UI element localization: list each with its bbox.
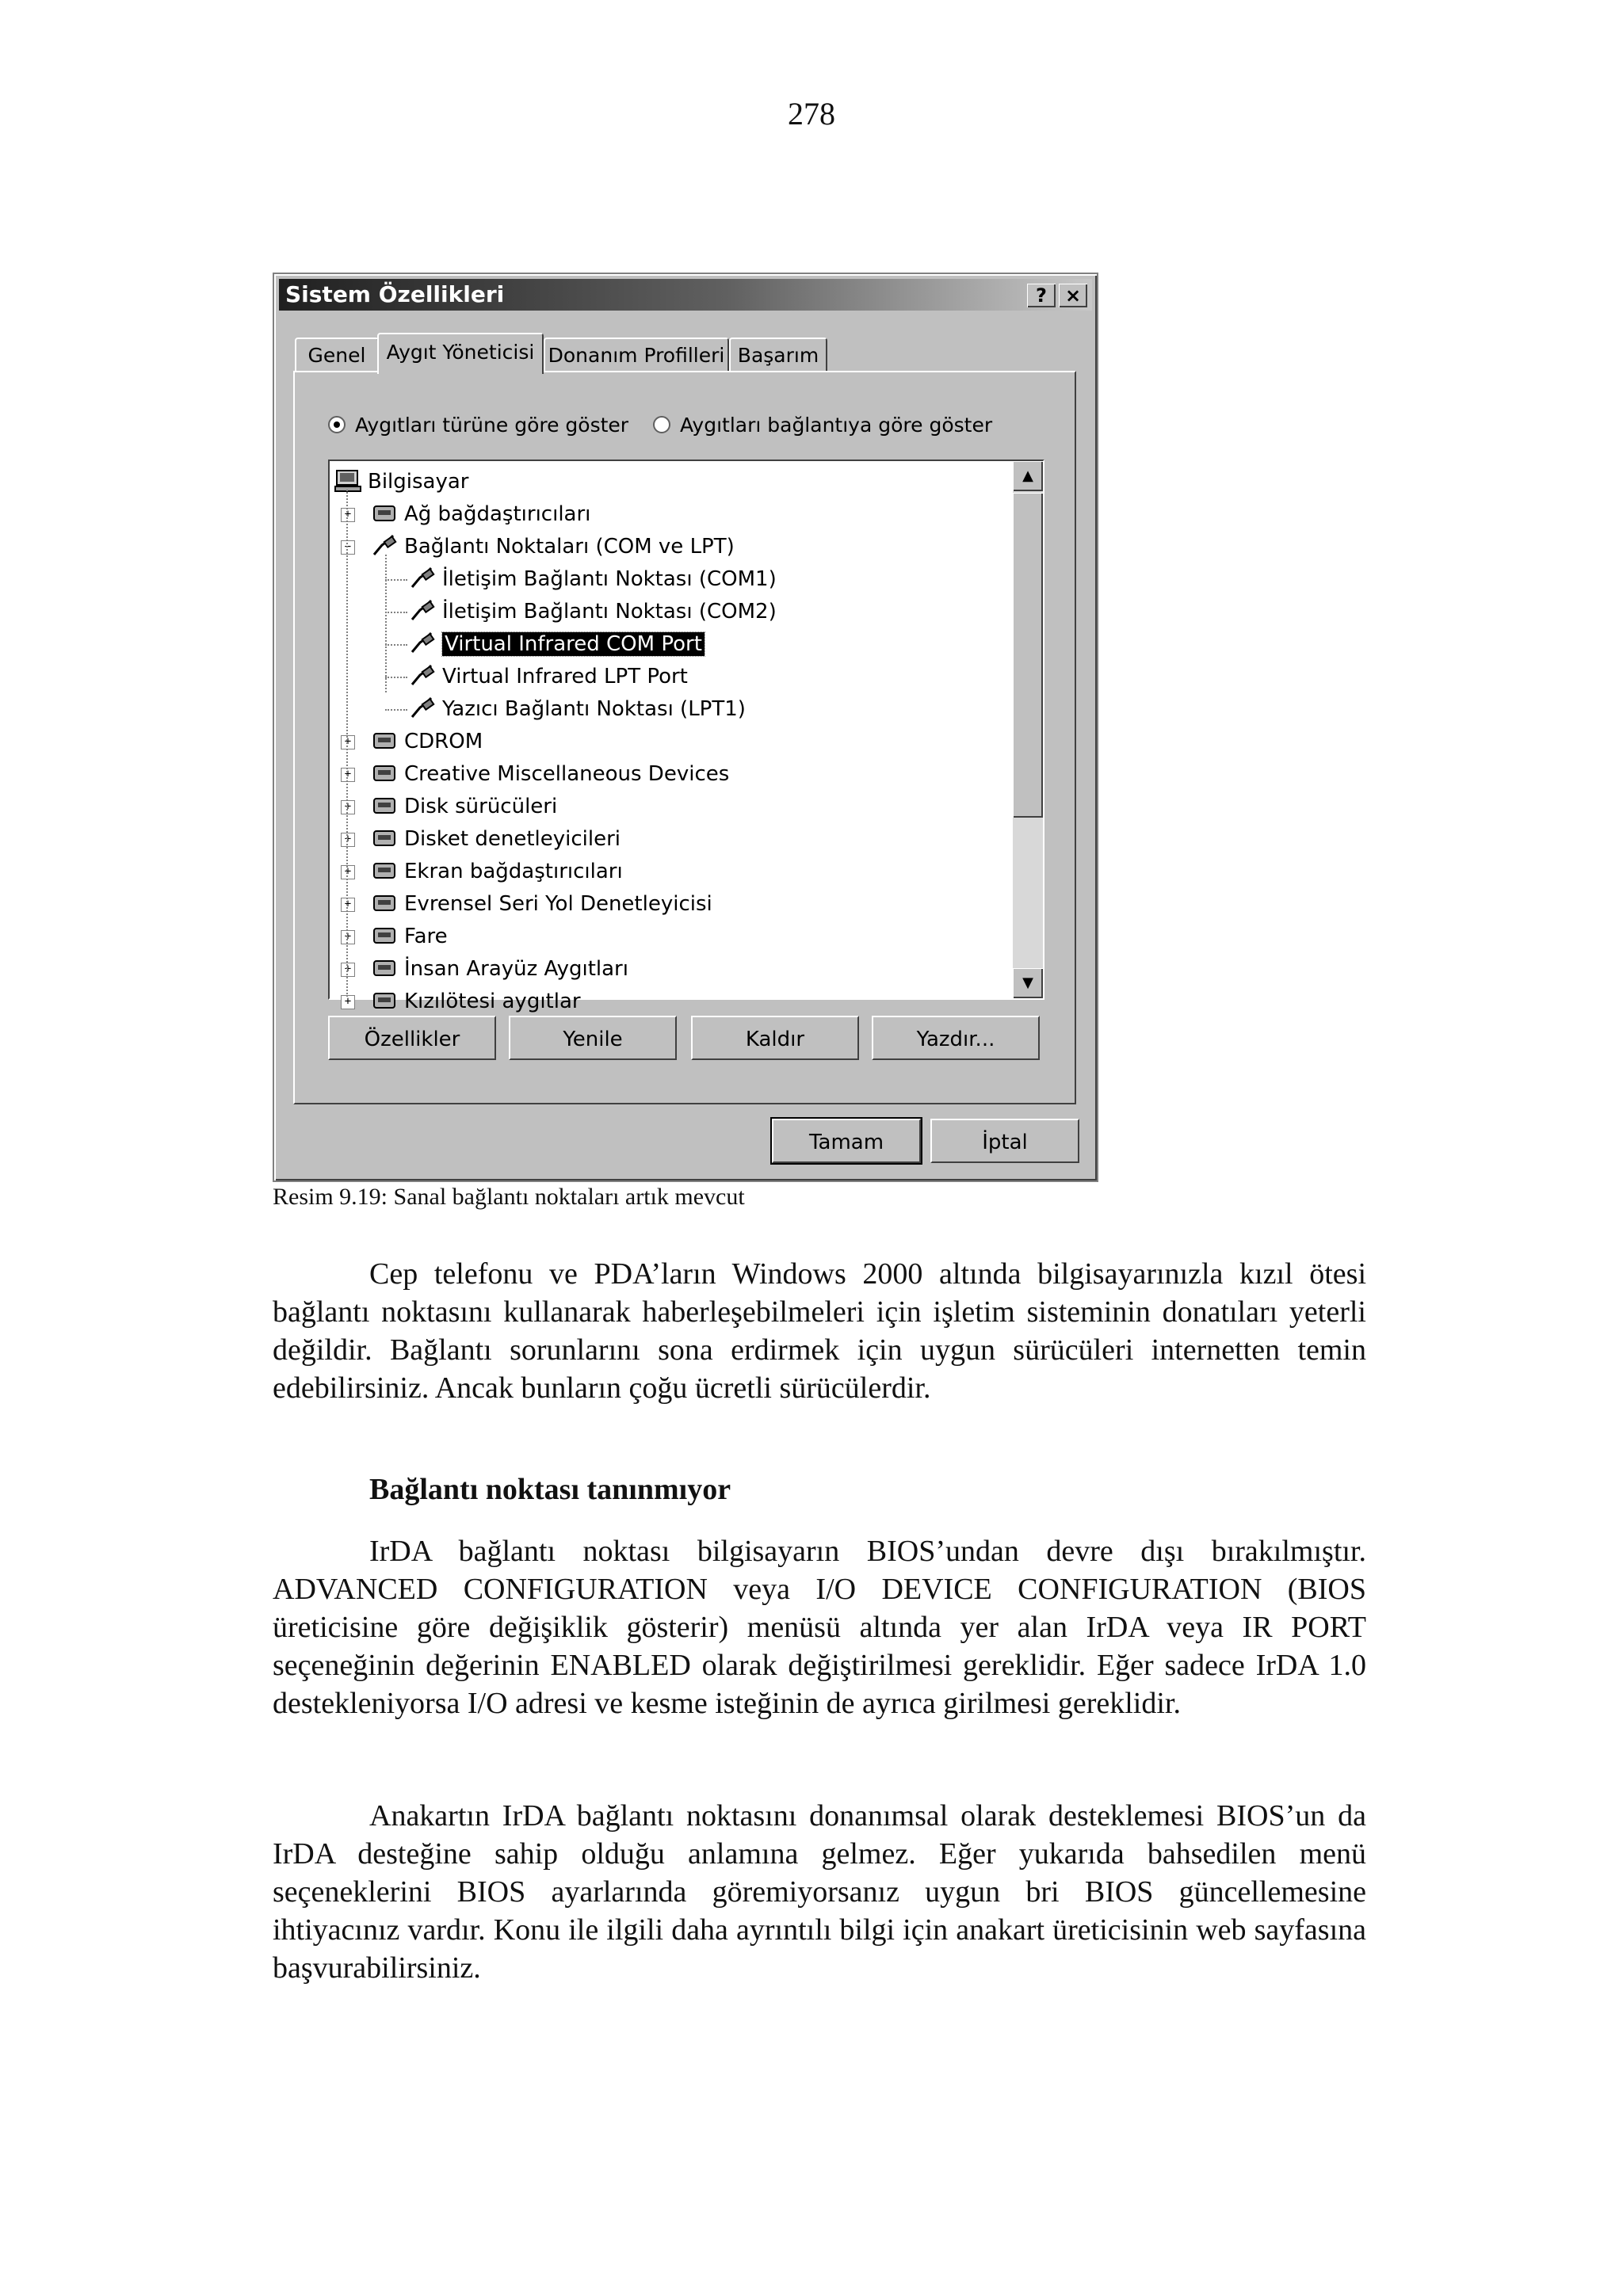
tree-category-item[interactable] (371, 498, 590, 530)
tree-item-label: Creative Miscellaneous Devices (404, 762, 730, 786)
tree-item-label: CDROM (404, 730, 483, 753)
tree-connector (385, 612, 407, 613)
tab-device-manager[interactable]: Aygıt Yöneticisi (377, 333, 544, 374)
tree-item-label: Disk sürücüleri (404, 795, 558, 818)
radio-by-connection[interactable]: Aygıtları bağlantıya göre göster (653, 414, 992, 437)
tree-item-label: Virtual Infrared COM Port (442, 632, 705, 656)
tree-connector (385, 644, 407, 646)
expand-icon[interactable]: + (341, 963, 355, 977)
dialog-titlebar (279, 279, 1092, 311)
paragraph-3: Anakartın IrDA bağlantı noktasını donanımsal olarak desteklemesi BIOS’un da IrDA desteğine sahip olduğu anlamına gelmez. Eğer yukarıda bahsedilen menü seçeneklerini BIOS ayarlarında göremiyorsanız uygun bri BIOS güncellemesine ihtiyacınız vardır. Konu ile ilgili daha ayrıntılı bilgi için anakart üreticisinin web sayfasına başvurabilirsiniz. (273, 1799, 1366, 1985)
tree-item-label: Yazıcı Bağlantı Noktası (LPT1) (442, 697, 746, 721)
close-button[interactable]: × (1059, 284, 1087, 307)
expand-icon[interactable]: + (341, 865, 355, 879)
dialog-title: Sistem Özellikleri (285, 281, 505, 307)
tree-scrollbar[interactable] (1013, 461, 1043, 998)
properties-button[interactable]: Özellikler (328, 1016, 496, 1060)
port-plug-icon (409, 631, 436, 655)
scroll-up-button[interactable]: ▲ (1013, 461, 1043, 491)
tree-port-item[interactable] (409, 563, 777, 595)
tree-item-label: Bağlantı Noktaları (COM ve LPT) (404, 535, 735, 559)
expand-icon[interactable]: + (341, 508, 355, 522)
page-number: 278 (788, 96, 835, 132)
tree-item-label: Disket denetleyicileri (404, 827, 621, 851)
radio-checked-icon (328, 416, 346, 433)
port-plug-icon (409, 696, 436, 720)
tree-connector (346, 490, 348, 997)
tree-port-item[interactable] (409, 693, 746, 725)
device-icon (371, 502, 398, 525)
device-icon (371, 989, 398, 1013)
port-plug-icon (409, 599, 436, 623)
tree-item-label: Virtual Infrared LPT Port (442, 665, 688, 688)
tree-item-label: Kızılötesi aygıtlar (404, 990, 581, 1013)
radio-by-type[interactable]: Aygıtları türüne göre göster (328, 414, 628, 437)
tree-category-item[interactable] (371, 953, 628, 985)
tree-item-label: İletişim Bağlantı Noktası (COM1) (442, 567, 777, 591)
tab-hardware-profiles[interactable]: Donanım Profilleri (544, 338, 729, 371)
refresh-button[interactable]: Yenile (509, 1016, 677, 1060)
device-tree[interactable] (328, 460, 1044, 1013)
help-button[interactable]: ? (1027, 284, 1056, 307)
tree-category-item[interactable] (371, 986, 581, 1017)
expand-icon[interactable]: + (341, 800, 355, 814)
cancel-button[interactable]: İptal (930, 1119, 1079, 1163)
port-plug-icon (409, 664, 436, 688)
expand-icon[interactable]: + (341, 930, 355, 944)
figure-caption: Resim 9.19: Sanal bağlantı noktaları artık mevcut (273, 1184, 745, 1210)
tree-connector (385, 555, 387, 692)
scroll-thumb[interactable] (1013, 493, 1043, 818)
section-heading: Bağlantı noktası tanınmıyor (369, 1473, 731, 1506)
ok-button[interactable]: Tamam (772, 1119, 921, 1163)
tree-category-item[interactable] (371, 888, 712, 920)
tree-port-item[interactable] (409, 596, 777, 627)
computer-icon (334, 469, 361, 493)
port-plug-icon (371, 534, 398, 558)
device-icon (371, 956, 398, 980)
expand-icon[interactable]: + (341, 898, 355, 912)
tree-connector (385, 709, 407, 711)
device-icon (371, 729, 398, 753)
tree-item-label: İletişim Bağlantı Noktası (COM2) (442, 600, 777, 624)
tree-category-item[interactable] (371, 921, 448, 952)
tree-category-item[interactable] (371, 856, 623, 887)
paragraph-2: IrDA bağlantı noktası bilgisayarın BIOS’undan devre dışı bırakılmıştır. ADVANCED CONFIGURATION veya I/O DEVICE CONFIGURATION (BIOS üreticisine göre değişiklik gösterir) menüsü altında yer alan IrDA veya IR PORT seçeneğinin değerinin ENABLED olarak değiştirilmesi gereklidir. Eğer sadece IrDA 1.0 destekleniyorsa I/O adresi ve kesme isteğinin de ayrıca girilmesi gereklidir. (273, 1535, 1366, 1720)
tree-port-item[interactable] (409, 628, 705, 660)
expand-icon[interactable]: + (341, 768, 355, 782)
scroll-down-button[interactable]: ▼ (1013, 968, 1043, 998)
port-plug-icon (409, 566, 436, 590)
tree-item-label: Evrensel Seri Yol Denetleyicisi (404, 892, 712, 916)
tree-port-item[interactable] (409, 661, 688, 692)
print-button[interactable]: Yazdır... (872, 1016, 1040, 1060)
tree-item-label: Ağ bağdaştırıcıları (404, 502, 591, 526)
collapse-icon[interactable]: − (341, 540, 355, 555)
device-icon (371, 924, 398, 948)
tab-general[interactable]: Genel (295, 338, 379, 371)
tree-connector (385, 579, 407, 581)
radio-unchecked-icon (653, 416, 670, 433)
tree-item-label: Ekran bağdaştırıcıları (404, 860, 623, 883)
device-icon (371, 761, 398, 785)
tree-category-item[interactable] (371, 531, 735, 563)
expand-icon[interactable]: + (341, 735, 355, 749)
device-manager-panel (293, 371, 1076, 1104)
tree-category-item[interactable] (371, 823, 621, 855)
device-icon (371, 826, 398, 850)
tree-category-item[interactable] (371, 791, 557, 822)
paragraph-1: Cep telefonu ve PDA’ların Windows 2000 altında bilgisayarınızla kızıl ötesi bağlantı noktasını kullanarak haberleşebilmeleri için işletim sisteminin donatıları yeterli değildir. Bağlantı sorunlarını sona erdirmek için uygun sürücüleri internetten temin edebilirsiniz. Ancak bunların çoğu ücretli sürücülerdir. (273, 1257, 1366, 1405)
device-icon (371, 859, 398, 883)
expand-icon[interactable]: + (341, 833, 355, 847)
expand-icon[interactable]: + (341, 995, 355, 1009)
tree-connector (385, 677, 407, 678)
device-icon (371, 794, 398, 818)
remove-button[interactable]: Kaldır (691, 1016, 859, 1060)
device-icon (371, 891, 398, 915)
tree-root[interactable]: Bilgisayar (334, 466, 469, 498)
tab-performance[interactable]: Başarım (729, 338, 827, 371)
tree-category-item[interactable] (371, 726, 483, 757)
tree-item-label: Fare (404, 925, 448, 948)
tree-item-label: İnsan Arayüz Aygıtları (404, 957, 628, 981)
system-properties-dialog (273, 273, 1098, 1182)
tree-category-item[interactable] (371, 758, 729, 790)
